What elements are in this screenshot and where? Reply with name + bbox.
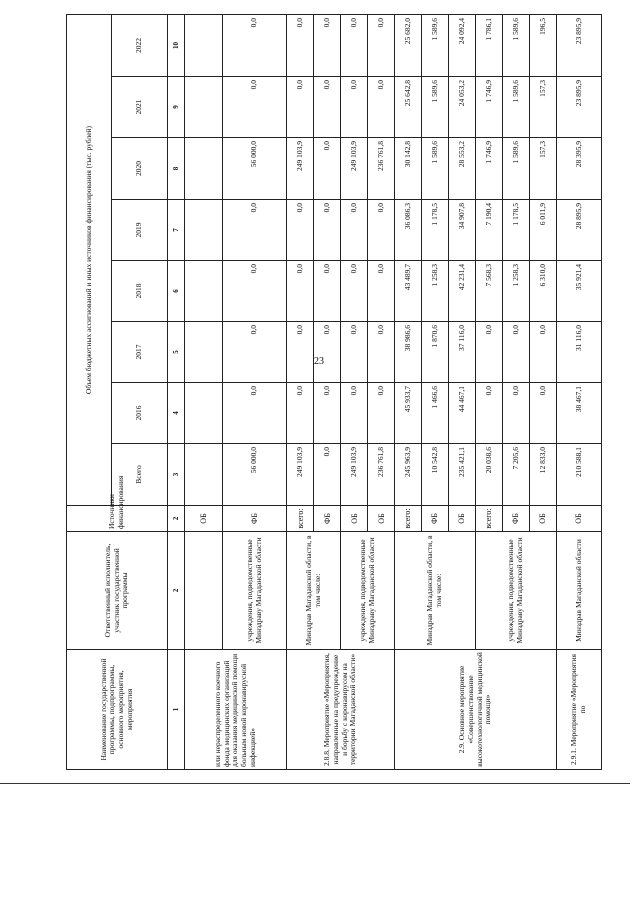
value-cell: 0,0 — [476, 322, 503, 383]
header-executor: Ответственный исполнитель, участник государственной программы — [67, 532, 168, 650]
value-cell: 1 746,9 — [476, 138, 503, 200]
value-cell: 1 870,6 — [422, 322, 449, 383]
value-cell: 0,0 — [368, 261, 395, 322]
executor-cell: Минздрав Магаданской области, в том числе: — [287, 532, 341, 650]
value-cell: 45 933,7 — [395, 383, 422, 444]
value-cell: 0,0 — [314, 200, 341, 261]
value-cell: 0,0 — [314, 322, 341, 383]
value-cell — [185, 261, 223, 322]
value-cell: 20 038,6 — [476, 444, 503, 506]
value-cell: 1 746,9 — [476, 77, 503, 138]
value-cell: 28 895,9 — [557, 200, 602, 261]
value-cell: 25 642,8 — [395, 77, 422, 138]
index-cell: 1 — [168, 650, 185, 770]
value-cell: 56 000,0 — [223, 138, 287, 200]
index-cell: 10 — [168, 15, 185, 77]
source-cell: всего: — [395, 506, 422, 532]
source-cell: ОБ — [368, 506, 395, 532]
source-cell: ОБ — [530, 506, 557, 532]
value-cell: 0,0 — [287, 15, 314, 77]
value-cell: 37 116,0 — [449, 322, 476, 383]
program-name-cell: или нераспределенного коечного фонда медицинских организаций для оказания медицинской помощи больным новой коронавирусной инфекцией» — [185, 650, 287, 770]
value-cell: 236 761,8 — [368, 444, 395, 506]
value-cell: 1 466,6 — [422, 383, 449, 444]
value-cell: 42 231,4 — [449, 261, 476, 322]
value-cell — [185, 444, 223, 506]
value-cell: 0,0 — [368, 322, 395, 383]
source-cell: всего: — [287, 506, 314, 532]
value-cell: 34 907,8 — [449, 200, 476, 261]
value-cell: 0,0 — [503, 383, 530, 444]
value-cell — [185, 322, 223, 383]
page-number: 23 — [314, 356, 324, 367]
value-cell: 235 421,1 — [449, 444, 476, 506]
index-row — [168, 15, 185, 770]
value-cell: 1 589,6 — [503, 138, 530, 200]
value-cell — [185, 383, 223, 444]
value-cell: 1 258,3 — [503, 261, 530, 322]
value-cell: 1 589,6 — [503, 15, 530, 77]
value-cell: 38 467,1 — [557, 383, 602, 444]
executor-cell: учреждения, подведомственные Минздраву Магаданской области — [476, 532, 557, 650]
value-cell: 1 589,6 — [422, 138, 449, 200]
source-cell: ОБ — [185, 506, 223, 532]
header-total: Всего — [112, 444, 168, 506]
header-name: Наименование государственной программы, подпрограммы, основного мероприятия, мероприятия — [67, 650, 168, 770]
value-cell: 0,0 — [530, 322, 557, 383]
executor-cell: Минздрав Магаданской области — [557, 532, 602, 650]
value-cell: 30 142,8 — [395, 138, 422, 200]
value-cell: 28 553,2 — [449, 138, 476, 200]
header-row-1 — [67, 15, 112, 770]
value-cell: 0,0 — [476, 383, 503, 444]
source-cell: всего: — [476, 506, 503, 532]
index-cell: 7 — [168, 200, 185, 261]
source-cell: ОБ — [557, 506, 602, 532]
header-year: 2020 — [112, 138, 168, 200]
source-cell: ФБ — [314, 506, 341, 532]
value-cell: 10 542,8 — [422, 444, 449, 506]
executor-cell: учреждения, подведомственные Минздраву Магаданской области — [341, 532, 395, 650]
table-row — [287, 15, 314, 770]
value-cell: 1 589,6 — [422, 15, 449, 77]
value-cell: 36 086,3 — [395, 200, 422, 261]
value-cell: 0,0 — [314, 15, 341, 77]
value-cell: 44 467,1 — [449, 383, 476, 444]
value-cell: 31 116,0 — [557, 322, 602, 383]
index-cell: 6 — [168, 261, 185, 322]
source-cell: ОБ — [341, 506, 368, 532]
value-cell: 24 053,2 — [449, 77, 476, 138]
value-cell: 7 190,4 — [476, 200, 503, 261]
index-cell: 2 — [168, 532, 185, 650]
source-cell: ОБ — [449, 506, 476, 532]
value-cell: 38 986,6 — [395, 322, 422, 383]
value-cell: 12 833,0 — [530, 444, 557, 506]
value-cell: 0,0 — [287, 261, 314, 322]
source-cell: ФБ — [422, 506, 449, 532]
value-cell: 249 103,9 — [341, 444, 368, 506]
value-cell: 0,0 — [314, 444, 341, 506]
value-cell: 236 761,8 — [368, 138, 395, 200]
value-cell — [185, 138, 223, 200]
index-cell: 9 — [168, 77, 185, 138]
value-cell: 0,0 — [341, 200, 368, 261]
header-year: 2018 — [112, 261, 168, 322]
value-cell: 0,0 — [314, 383, 341, 444]
value-cell: 0,0 — [503, 322, 530, 383]
value-cell — [185, 15, 223, 77]
value-cell: 0,0 — [314, 77, 341, 138]
value-cell: 0,0 — [368, 77, 395, 138]
value-cell: 23 895,9 — [557, 77, 602, 138]
source-cell: ФБ — [223, 506, 287, 532]
value-cell: 0,0 — [223, 261, 287, 322]
value-cell: 0,0 — [368, 383, 395, 444]
value-cell: 0,0 — [314, 138, 341, 200]
value-cell: 7 568,3 — [476, 261, 503, 322]
value-cell: 1 178,5 — [422, 200, 449, 261]
value-cell: 0,0 — [341, 261, 368, 322]
value-cell: 1 589,6 — [503, 77, 530, 138]
value-cell: 0,0 — [287, 322, 314, 383]
value-cell: 0,0 — [341, 322, 368, 383]
value-cell: 7 205,6 — [503, 444, 530, 506]
value-cell: 210 588,1 — [557, 444, 602, 506]
index-cell: 8 — [168, 138, 185, 200]
executor-cell: Минздрав Магаданской области, в том числе: — [395, 532, 476, 650]
value-cell: 0,0 — [368, 15, 395, 77]
value-cell: 56 000,0 — [223, 444, 287, 506]
value-cell: 24 092,4 — [449, 15, 476, 77]
value-cell: 0,0 — [287, 200, 314, 261]
value-cell: 6 011,9 — [530, 200, 557, 261]
value-cell: 0,0 — [314, 261, 341, 322]
value-cell: 157,3 — [530, 77, 557, 138]
value-cell: 249 103,9 — [341, 138, 368, 200]
value-cell: 23 895,9 — [557, 15, 602, 77]
value-cell: 25 682,0 — [395, 15, 422, 77]
value-cell: 0,0 — [368, 200, 395, 261]
index-cell: 5 — [168, 322, 185, 383]
table-row — [557, 15, 602, 770]
funding-table — [66, 14, 602, 770]
value-cell: 1 786,1 — [476, 15, 503, 77]
header-year: 2022 — [112, 15, 168, 77]
value-cell: 6 310,0 — [530, 261, 557, 322]
value-cell — [185, 200, 223, 261]
program-name-cell: 2.9. Основное мероприятие «Совершенствование высокотехнологичной медицинской помощи» — [395, 650, 557, 770]
header-year: 2017 — [112, 322, 168, 383]
table-row — [395, 15, 422, 770]
value-cell: 196,5 — [530, 15, 557, 77]
value-cell: 0,0 — [223, 15, 287, 77]
header-year: 2021 — [112, 77, 168, 138]
value-cell: 0,0 — [341, 77, 368, 138]
index-cell: 2 — [168, 506, 185, 532]
header-funding: Объем бюджетных ассигнований и иных источников финансирования (тыс. рублей) — [67, 15, 112, 506]
value-cell — [185, 77, 223, 138]
value-cell: 1 178,5 — [503, 200, 530, 261]
index-cell: 4 — [168, 383, 185, 444]
value-cell: 0,0 — [223, 383, 287, 444]
value-cell: 0,0 — [223, 200, 287, 261]
value-cell: 0,0 — [287, 383, 314, 444]
value-cell: 0,0 — [341, 383, 368, 444]
header-year: 2016 — [112, 383, 168, 444]
value-cell: 35 921,4 — [557, 261, 602, 322]
page-divider — [0, 783, 630, 784]
value-cell: 0,0 — [530, 383, 557, 444]
value-cell: 157,3 — [530, 138, 557, 200]
table-row — [185, 15, 223, 770]
executor-cell — [185, 532, 223, 650]
value-cell: 249 103,9 — [287, 444, 314, 506]
index-cell: 3 — [168, 444, 185, 506]
value-cell: 28 395,9 — [557, 138, 602, 200]
value-cell: 0,0 — [341, 15, 368, 77]
value-cell: 43 489,7 — [395, 261, 422, 322]
value-cell: 1 258,3 — [422, 261, 449, 322]
header-source: Источники финансирования — [67, 506, 168, 532]
header-year: 2019 — [112, 200, 168, 261]
value-cell: 0,0 — [223, 77, 287, 138]
executor-cell: учреждения, подведомственные Минздраву Магаданской области — [223, 532, 287, 650]
program-name-cell: 2.8.8. Мероприятие «Мероприятия, направленные на предупреждение и борьбу с коронавирусом на территории Магаданской области» — [287, 650, 395, 770]
rotated-table-container — [66, 15, 602, 770]
value-cell: 245 963,9 — [395, 444, 422, 506]
value-cell: 249 103,9 — [287, 138, 314, 200]
source-cell: ФБ — [503, 506, 530, 532]
program-name-cell: 2.9.1. Мероприятие «Мероприятия по — [557, 650, 602, 770]
value-cell: 0,0 — [287, 77, 314, 138]
value-cell: 1 589,6 — [422, 77, 449, 138]
value-cell: 0,0 — [223, 322, 287, 383]
